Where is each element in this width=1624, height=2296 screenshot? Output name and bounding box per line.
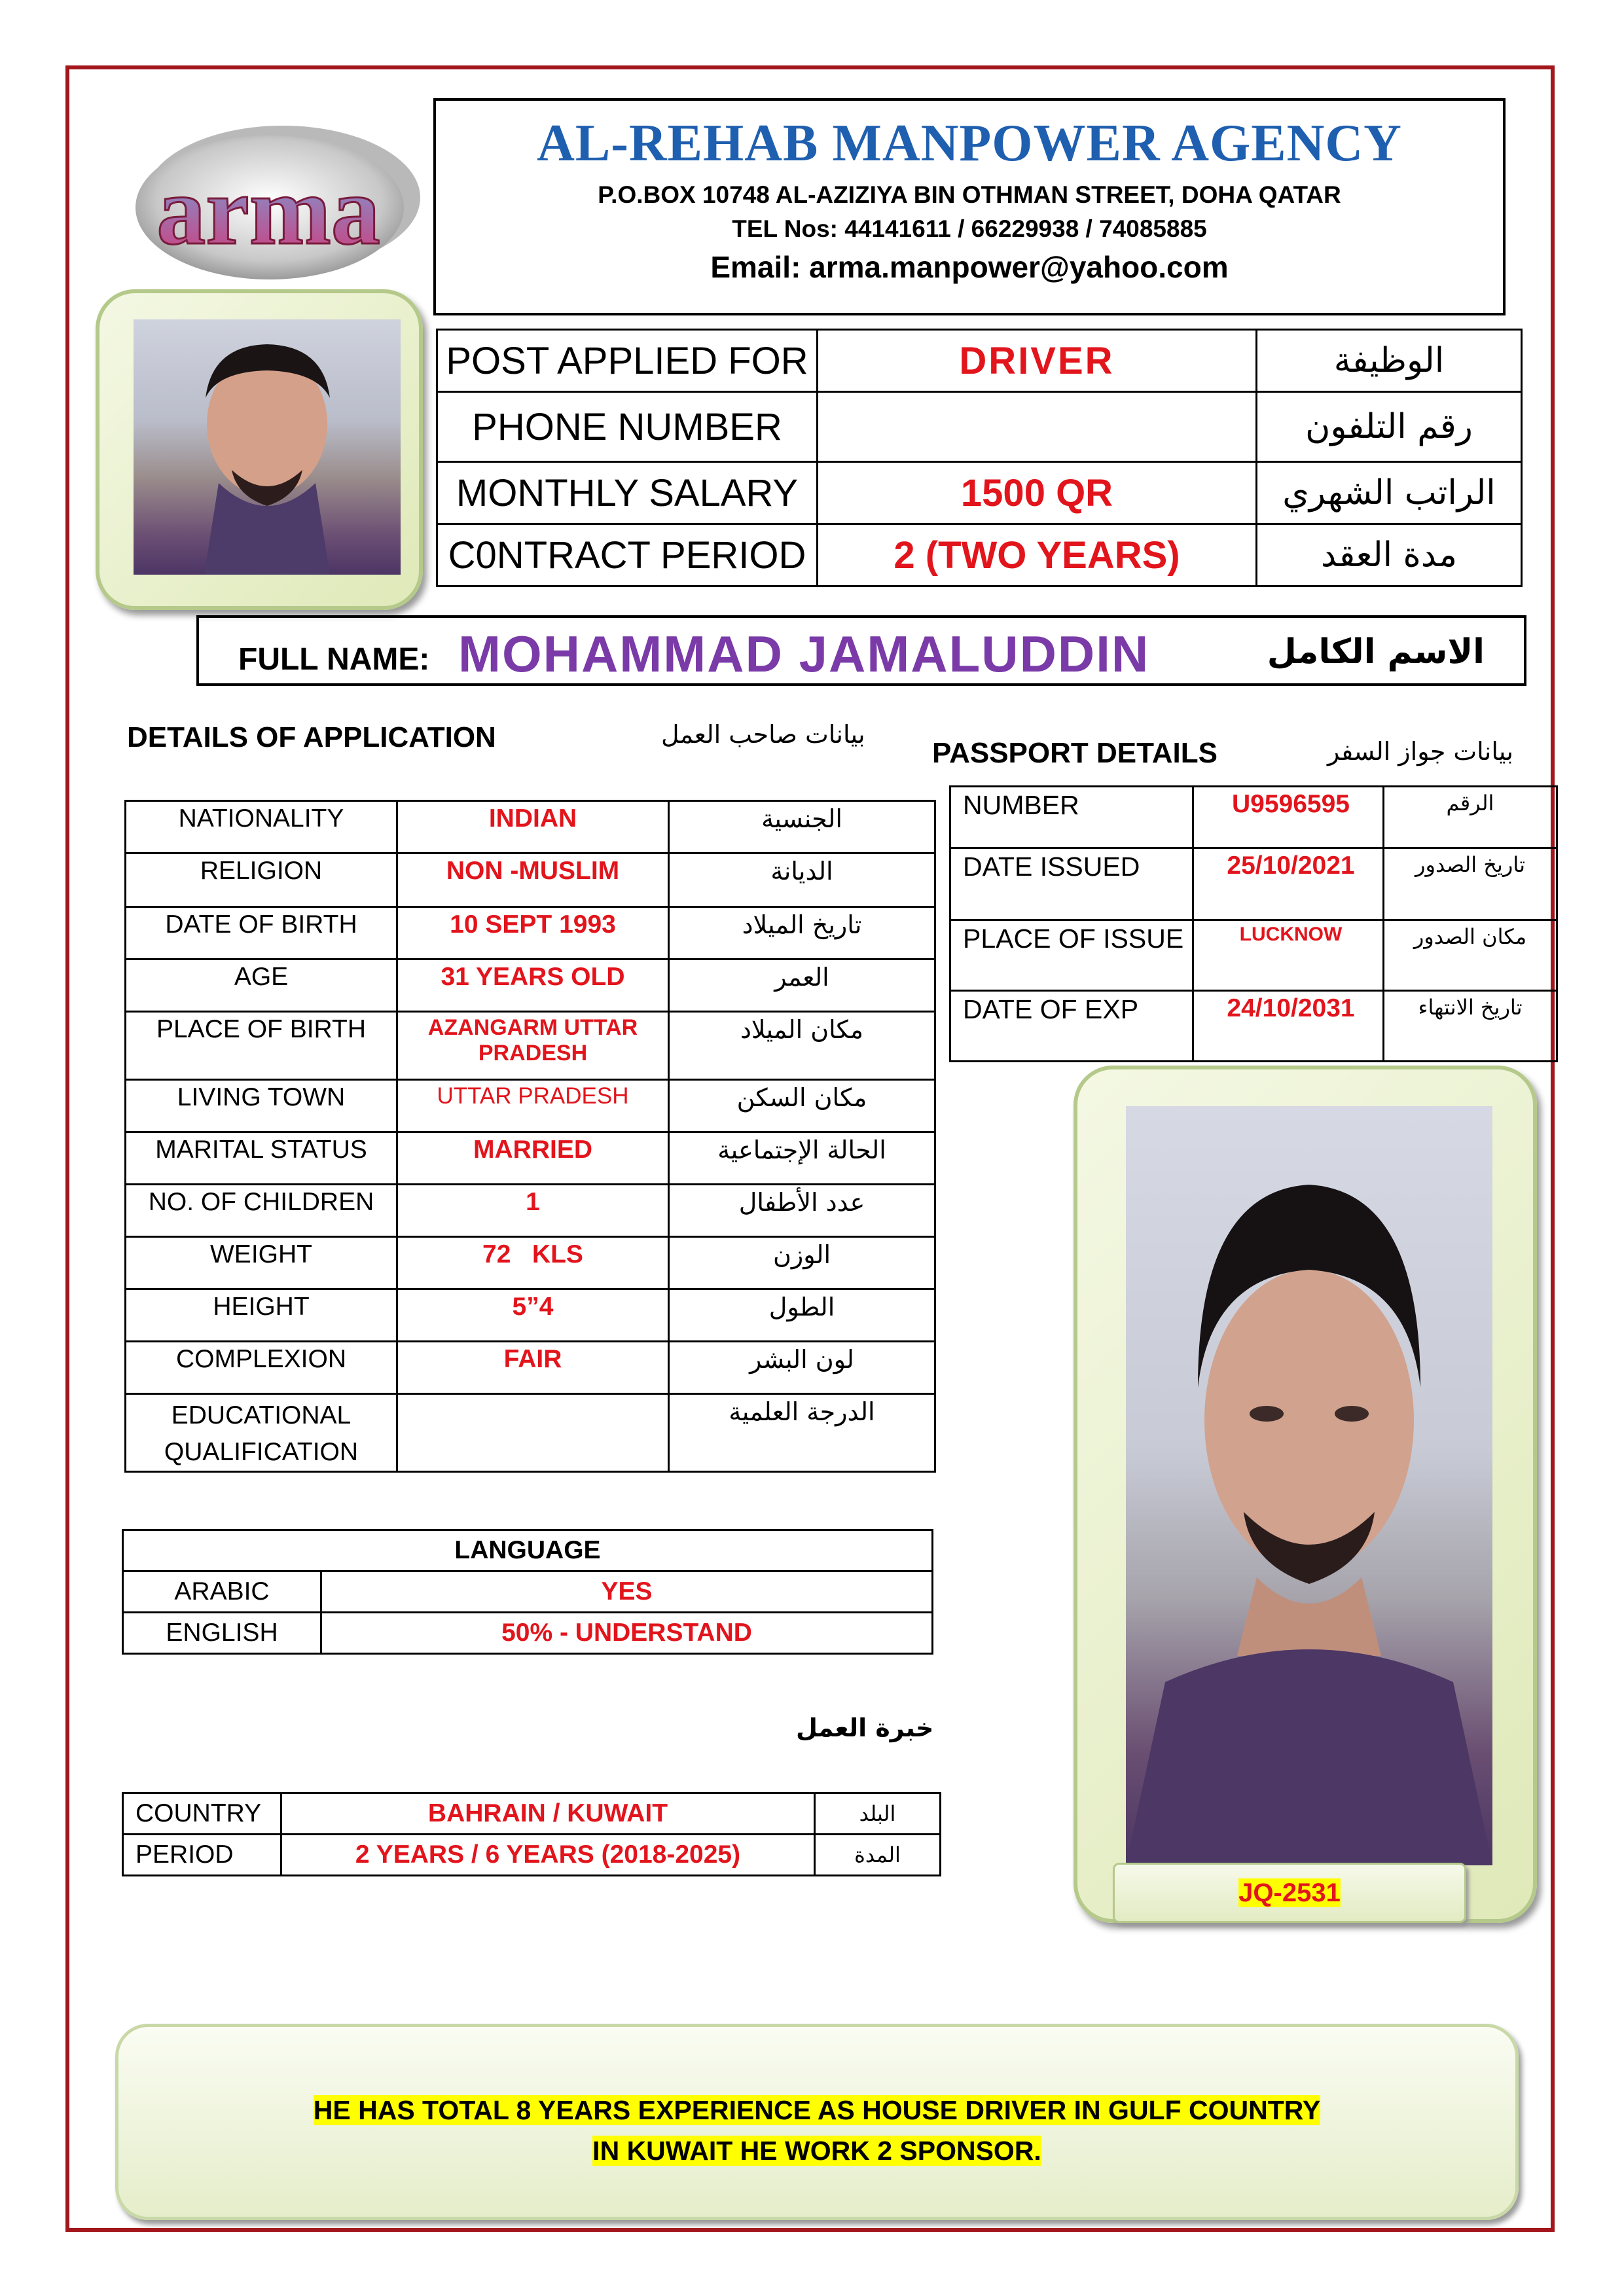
period-label: PERIOD [123,1835,281,1876]
table-row [437,462,1522,524]
table-row [437,524,1522,586]
height-arabic: الطول [669,1289,935,1342]
salary-label: MONTHLY SALARY [437,462,818,524]
table-row [950,991,1557,1062]
passport-number-value: U9596595 [1193,787,1384,848]
height-value: 5”4 [397,1289,669,1342]
table-row [126,907,935,960]
small-photo-frame [96,289,423,610]
table-row [126,801,935,853]
living-town-arabic: مكان السكن [669,1080,935,1132]
post-label: POST APPLIED FOR [437,330,818,392]
agency-header [433,98,1506,315]
table-row [123,1835,941,1876]
table-row [123,1530,933,1571]
dob-label: DATE OF BIRTH [126,907,397,960]
complexion-value: FAIR [397,1342,669,1394]
table-row [126,1132,935,1185]
english-language-value: 50% - UNDERSTAND [321,1613,933,1654]
table-row [123,1613,933,1654]
agency-address: P.O.BOX 10748 AL-AZIZIYA BIN OTHMAN STREET, DOHA QATAR [598,181,1341,208]
place-issue-value: LUCKNOW [1193,920,1384,991]
religion-arabic: الديانة [669,853,935,907]
table-row [126,1012,935,1080]
agency-phone: TEL Nos: 44141611 / 66229938 / 74085885 [732,215,1207,242]
weight-value: 72 KLS [397,1237,669,1289]
marital-arabic: الحالة الإجتماعية [669,1132,935,1185]
language-title: LANGUAGE [123,1530,933,1571]
country-arabic: البلد [815,1793,941,1835]
table-row [950,787,1557,848]
full-name-box [196,615,1526,686]
table-row [126,853,935,907]
weight-label: WEIGHT [126,1237,397,1289]
table-row [126,1080,935,1132]
place-issue-arabic: مكان الصدور [1384,920,1557,991]
table-row [437,392,1522,462]
country-label: COUNTRY [123,1793,281,1835]
children-label: NO. OF CHILDREN [126,1185,397,1237]
dob-value: 10 SEPT 1993 [397,907,669,960]
table-row [126,960,935,1012]
experience-table [122,1792,941,1876]
table-row [437,330,1522,392]
date-exp-label: DATE OF EXP [950,991,1193,1062]
height-label: HEIGHT [126,1289,397,1342]
table-row [126,1289,935,1342]
date-issued-label: DATE ISSUED [950,848,1193,920]
phone-value [818,392,1257,462]
passport-number-arabic: الرقم [1384,787,1557,848]
details-title: DETAILS OF APPLICATION [127,721,496,753]
large-photo-frame [1074,1066,1537,1923]
birthplace-value: AZANGARM UTTAR PRADESH [397,1012,669,1080]
age-label: AGE [126,960,397,1012]
salary-value: 1500 QR [818,462,1257,524]
applicant-photo-large [1126,1106,1492,1865]
nationality-value: INDIAN [397,801,669,853]
country-value: BAHRAIN / KUWAIT [281,1793,815,1835]
nationality-arabic: الجنسية [669,801,935,853]
table-row [950,920,1557,991]
full-name-arabic: الاسم الكامل [1267,632,1485,672]
passport-table [949,785,1558,1062]
passport-title: PASSPORT DETAILS [932,737,1218,769]
complexion-label: COMPLEXION [126,1342,397,1394]
table-row [126,1342,935,1394]
period-arabic: المدة [815,1835,941,1876]
dob-arabic: تاريخ الميلاد [669,907,935,960]
full-name-label: FULL NAME: [238,642,430,677]
nationality-label: NATIONALITY [126,801,397,853]
agency-logo [119,119,427,289]
date-issued-arabic: تاريخ الصدور [1384,848,1557,920]
language-table [122,1529,933,1655]
education-label: EDUCATIONAL QUALIFICATION [126,1394,397,1472]
complexion-arabic: لون البشر [669,1342,935,1394]
age-arabic: العمر [669,960,935,1012]
experience-note [115,2024,1519,2220]
applicant-photo-small [134,319,401,575]
religion-label: RELIGION [126,853,397,907]
weight-arabic: الوزن [669,1237,935,1289]
table-row [950,848,1557,920]
agency-name: AL-REHAB MANPOWER AGENCY [537,115,1402,172]
contract-label: C0NTRACT PERIOD [437,524,818,586]
reference-code: JQ-2531 [1238,1878,1341,1907]
details-table [124,800,936,1473]
phone-arabic: رقم التلفون [1257,392,1522,462]
reference-code-box [1113,1863,1466,1923]
living-town-value: UTTAR PRADESH [397,1080,669,1132]
arabic-language-label: ARABIC [123,1571,321,1613]
table-row [123,1571,933,1613]
date-issued-value: 25/10/2021 [1193,848,1384,920]
contract-value: 2 (TWO YEARS) [818,524,1257,586]
religion-value: NON -MUSLIM [397,853,669,907]
table-row [123,1793,941,1835]
post-arabic: الوظيفة [1257,330,1522,392]
birthplace-label: PLACE OF BIRTH [126,1012,397,1080]
children-value: 1 [397,1185,669,1237]
contract-arabic: مدة العقد [1257,524,1522,586]
living-town-label: LIVING TOWN [126,1080,397,1132]
children-arabic: عدد الأطفال [669,1185,935,1237]
experience-title-arabic: خبرة العمل [796,1713,934,1742]
details-title-arabic: بيانات صاحب العمل [661,720,865,749]
marital-label: MARITAL STATUS [126,1132,397,1185]
education-value [397,1394,669,1472]
date-exp-arabic: تاريخ الانتهاء [1384,991,1557,1062]
table-row [126,1185,935,1237]
period-value: 2 YEARS / 6 YEARS (2018-2025) [281,1835,815,1876]
table-row [126,1394,935,1472]
date-exp-value: 24/10/2031 [1193,991,1384,1062]
passport-number-label: NUMBER [950,787,1193,848]
agency-email: Email: arma.manpower@yahoo.com [710,250,1229,284]
post-value: DRIVER [818,330,1257,392]
birthplace-arabic: مكان الميلاد [669,1012,935,1080]
passport-title-arabic: بيانات جواز السفر [1327,737,1513,766]
arabic-language-value: YES [321,1571,933,1613]
note-line-1: HE HAS TOTAL 8 YEARS EXPERIENCE AS HOUSE DRIVER IN GULF COUNTRY [313,2095,1321,2125]
phone-label: PHONE NUMBER [437,392,818,462]
marital-value: MARRIED [397,1132,669,1185]
place-issue-label: PLACE OF ISSUE [950,920,1193,991]
education-arabic: الدرجة العلمية [669,1394,935,1472]
english-language-label: ENGLISH [123,1613,321,1654]
note-line-2: IN KUWAIT HE WORK 2 SPONSOR. [592,2136,1041,2166]
table-row [126,1237,935,1289]
logo-text: arma [156,156,380,265]
salary-arabic: الراتب الشهري [1257,462,1522,524]
age-value: 31 YEARS OLD [397,960,669,1012]
post-table [436,329,1523,587]
full-name-value: MOHAMMAD JAMALUDDIN [458,625,1150,683]
